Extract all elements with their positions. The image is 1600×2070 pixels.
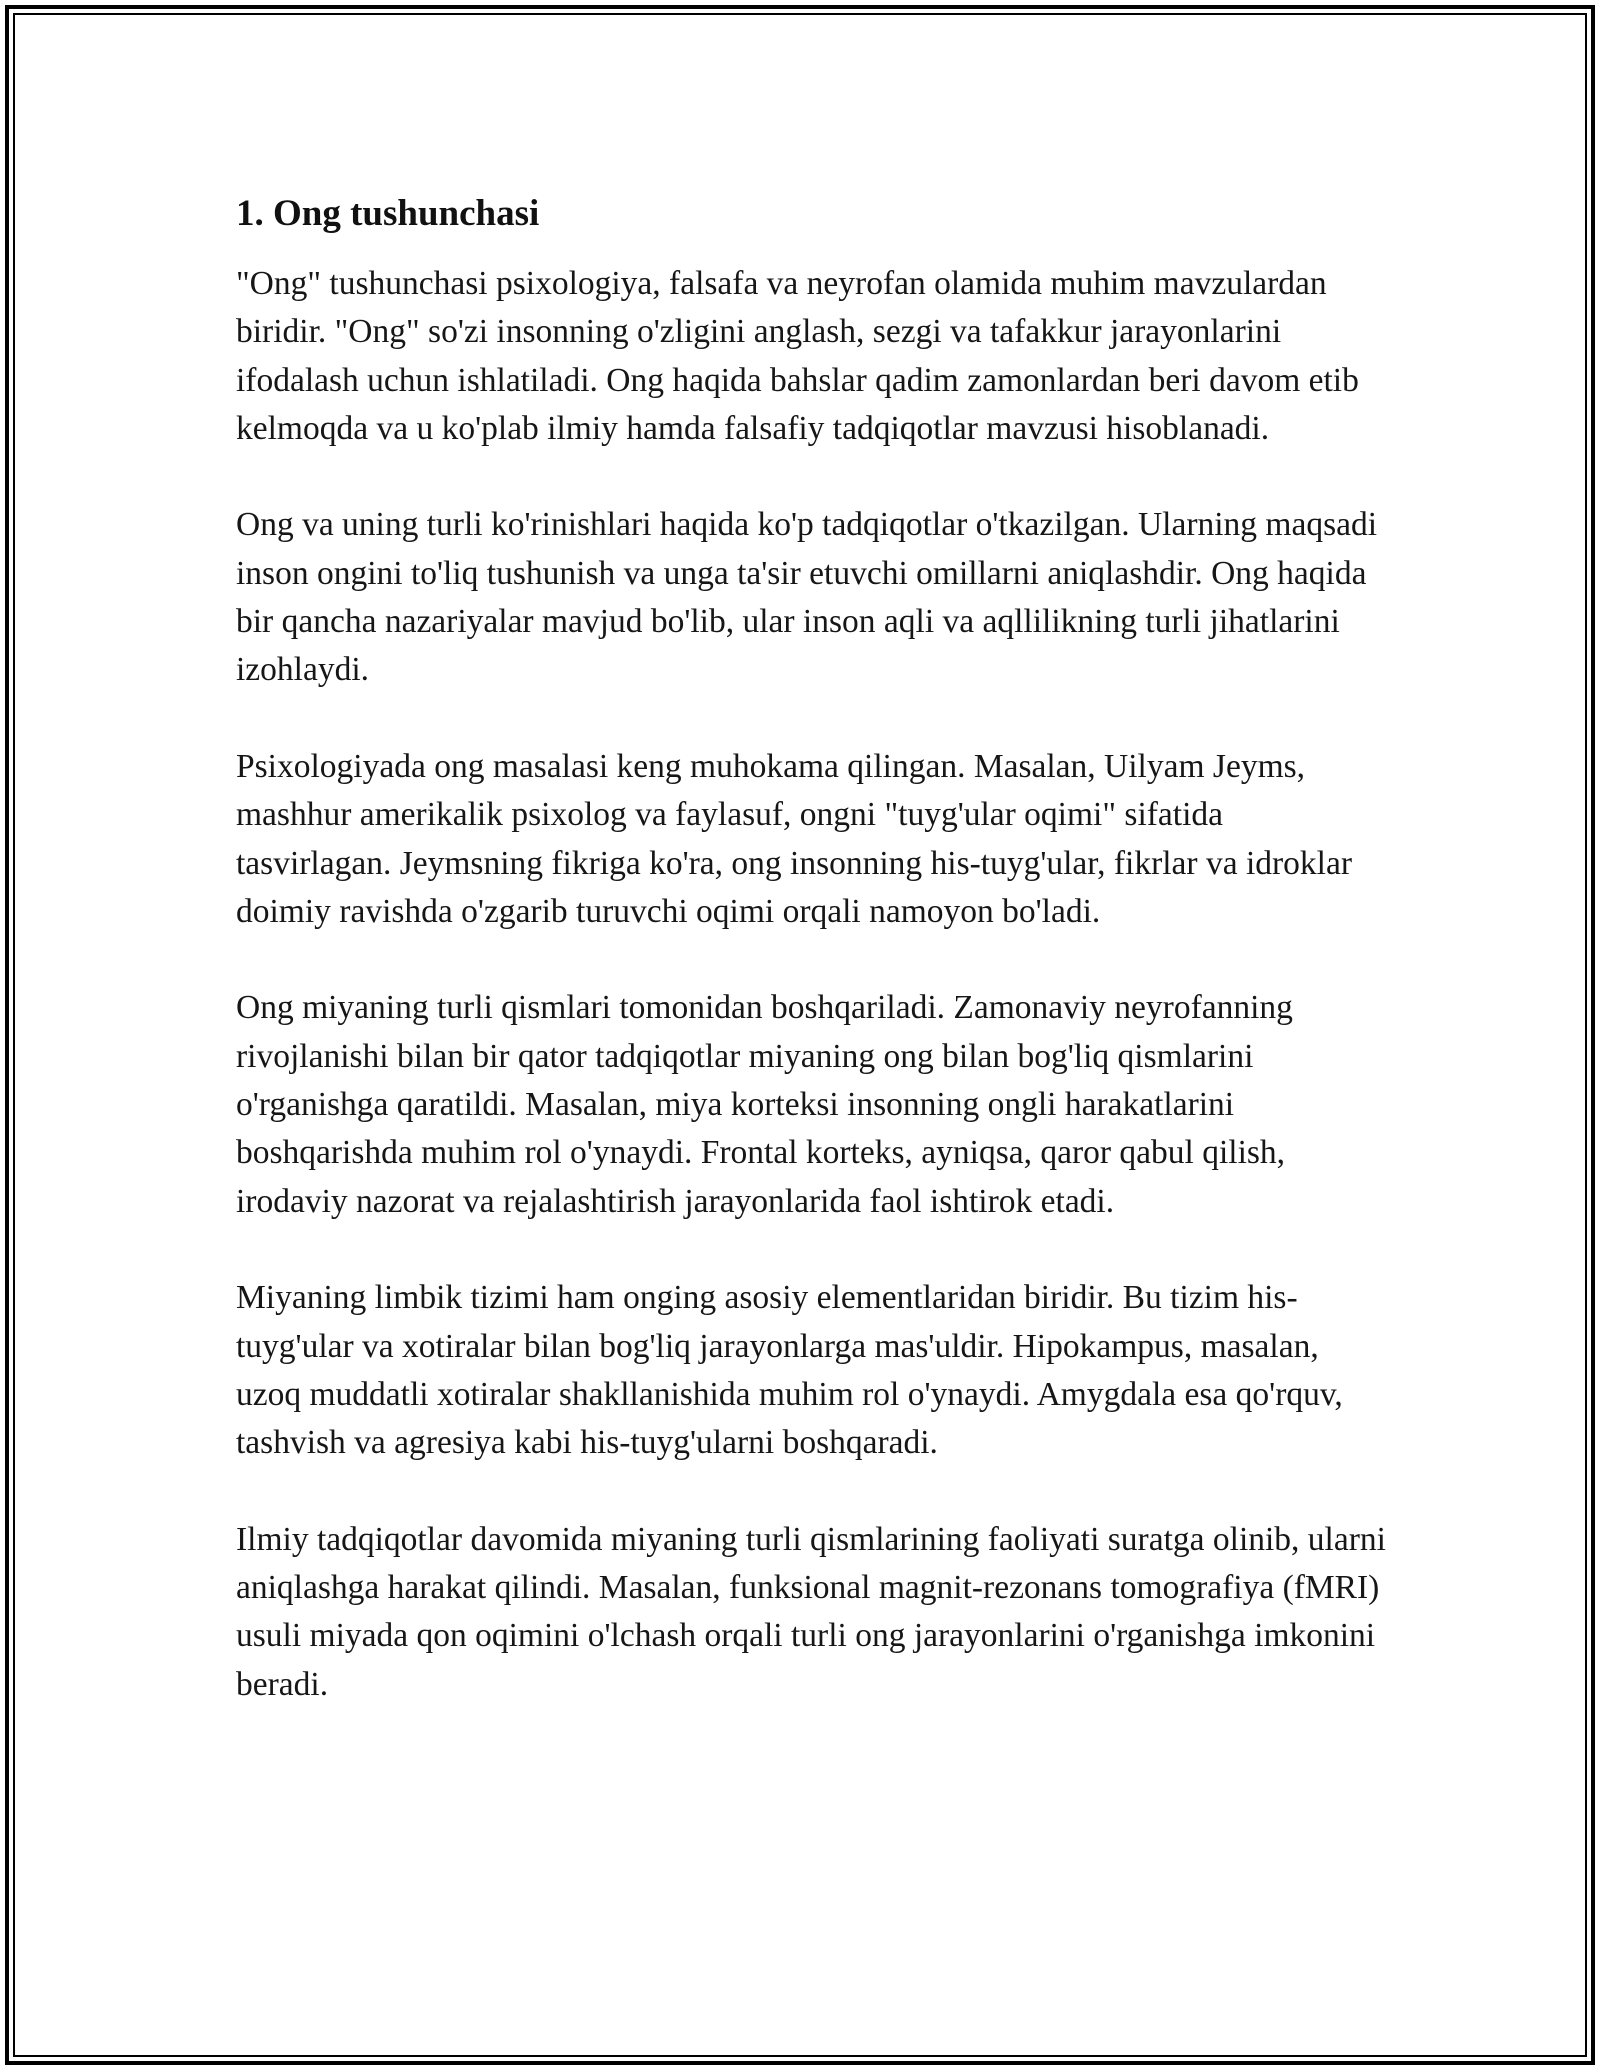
paragraph-4: Ong miyaning turli qismlari tomonidan boshqariladi. Zamonaviy neyrofanning rivojlanishi bilan bir qator tadqiqotlar miyaning ong bilan bog'liq qismlarini o'rganishga qaratildi. Masalan, miya korteksi insonning ongli harakatlarini boshqarishda muhim rol o'ynaydi. Frontal korteks, ayniqsa, qaror qabul qilish, irodaviy nazorat va rejalashtirish jarayonlarida faol ishtirok etadi.: [236, 989, 1293, 1220]
document-body: [236, 180, 1386, 1757]
paragraph-6: Ilmiy tadqiqotlar davomida miyaning turli qismlarining faoliyati suratga olinib, ularni aniqlashga harakat qilindi. Masalan, funksional magnit-rezonans tomografiya (fMRI) usuli miyada qon oqimini o'lchash orqali turli ong jarayonlarini o'rganishga imkonini beradi.: [236, 1520, 1386, 1703]
paragraph-1: "Ong" tushunchasi psixologiya, falsafa va neyrofan olamida muhim mavzulardan biridir. "Ong" so'zi insonning o'zligini anglash, sezgi va tafakkur jarayonlarini ifodalash uchun ishlatiladi. Ong haqida bahslar qadim zamonlardan beri davom etib kelmoqda va u ko'plab ilmiy hamda falsafiy tadqiqotlar mavzusi hisoblanadi.: [236, 265, 1359, 447]
paragraph-3: Psixologiyada ong masalasi keng muhokama qilingan. Masalan, Uilyam Jeyms, mashhur amerikalik psixolog va faylasuf, ongni "tuyg'ular oqimi" sifatida tasvirlagan. Jeymsning fikriga ko'ra, ong insonning his-tuyg'ular, fikrlar va idroklar doimiy ravishda o'zgarib turuvchi oqimi orqali namoyon bo'ladi.: [236, 747, 1352, 930]
paragraph-2: Ong va uning turli ko'rinishlari haqida ko'p tadqiqotlar o'tkazilgan. Ularning maqsadi inson ongini to'liq tushunish va unga ta'sir etuvchi omillarni aniqlashdir. Ong haqida bir qancha nazariyalar mavjud bo'lib, ular inson aqli va aqllilikning turli jihatlarini izohlaydi.: [236, 506, 1378, 689]
section-heading: 1. Ong tushunchasi: [236, 193, 540, 234]
paragraph-5: Miyaning limbik tizimi ham onging asosiy elementlaridan biridir. Bu tizim his-tuyg'ular va xotiralar bilan bog'liq jarayonlarga mas'uldir. Hipokampus, masalan, uzoq muddatli xotiralar shakllanishida muhim rol o'ynaydi. Amygdala esa qo'rquv, tashvish va agresiya kabi his-tuyg'ularni boshqaradi.: [236, 1279, 1343, 1462]
